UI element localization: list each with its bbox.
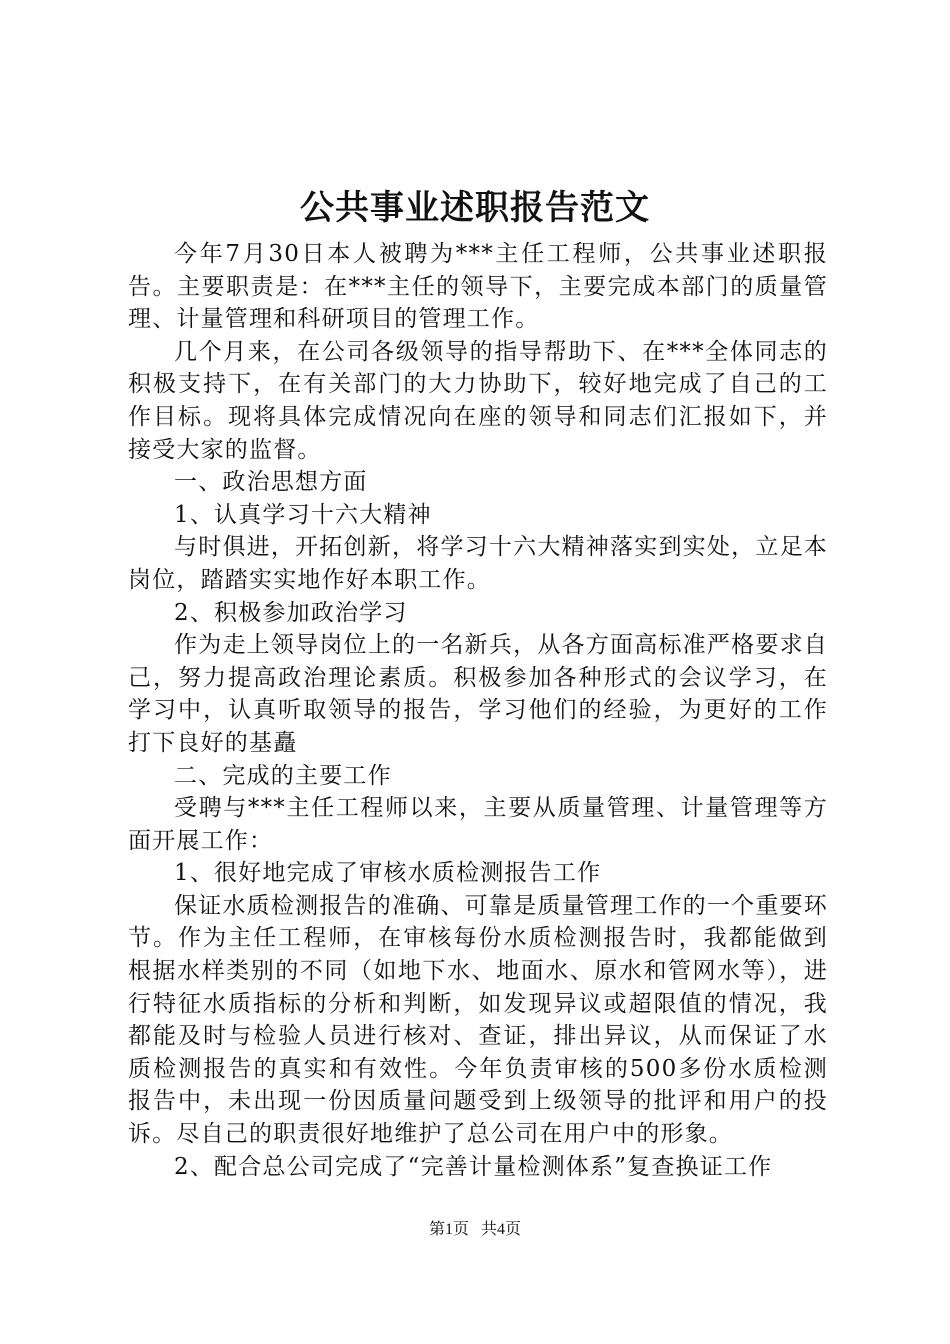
paragraph: 与时俱进，开拓创新，将学习十六大精神落实到实处，立足本岗位，踏踏实实地作好本职工作。 [128,534,828,593]
subsection-heading: 1、很好地完成了审核水质检测报告工作 [174,860,602,887]
paragraph: 今年7月30日本人被聘为***主任工程师，公共事业述职报告。主要职责是：在***主任的领导下，主要完成本部门的质量管理、计量管理和科研项目的管理工作。 [128,241,828,333]
paragraph: 受聘与***主任工程师以来，主要从质量管理、计量管理等方面开展工作： [128,795,828,854]
paragraph: 几个月来，在公司各级领导的指导帮助下、在***全体同志的积极支持下，在有关部门的大力协助下，较好地完成了自己的工作目标。现将具体完成情况向在座的领导和同志们汇报如下，并接受大家的监督。 [128,338,828,463]
section-heading: 一、政治思想方面 [174,469,368,496]
document-body [128,238,828,1183]
section-heading: 二、完成的主要工作 [174,762,392,789]
paragraph: 保证水质检测报告的准确、可靠是质量管理工作的一个重要环节。作为主任工程师，在审核每份水质检测报告时，我都能做到根据水样类别的不同（如地下水、地面水、原水和管网水等），进行特征水质指标的分析和判断，如发现异议或超限值的情况，我都能及时与检验人员进行核对、查证，排出异议，从而保证了水质检测报告的真实和有效性。今年负责审核的500多份水质检测报告中，未出现一份因质量问题受到上级领导的批评和用户的投诉。尽自己的职责很好地维护了总公司在用户中的形象。 [128,892,828,1148]
subsection-heading: 2、积极参加政治学习 [174,599,408,626]
page-footer [0,1218,950,1242]
page-total: 共4页 [481,1221,522,1238]
document-title: 公共事业述职报告范文 [300,188,650,228]
paragraph: 作为走上领导岗位上的一名新兵，从各方面高标准严格要求自己，努力提高政治理论素质。积极参加各种形式的会议学习，在学习中，认真听取领导的报告，学习他们的经验，为更好的工作打下良好的基矗 [128,632,828,756]
page-number: 第1页 [428,1221,469,1238]
subsection-heading: 1、认真学习十六大精神 [174,501,432,528]
subsection-heading: 2、配合总公司完成了“完善计量检测体系”复查换证工作 [174,1153,773,1180]
